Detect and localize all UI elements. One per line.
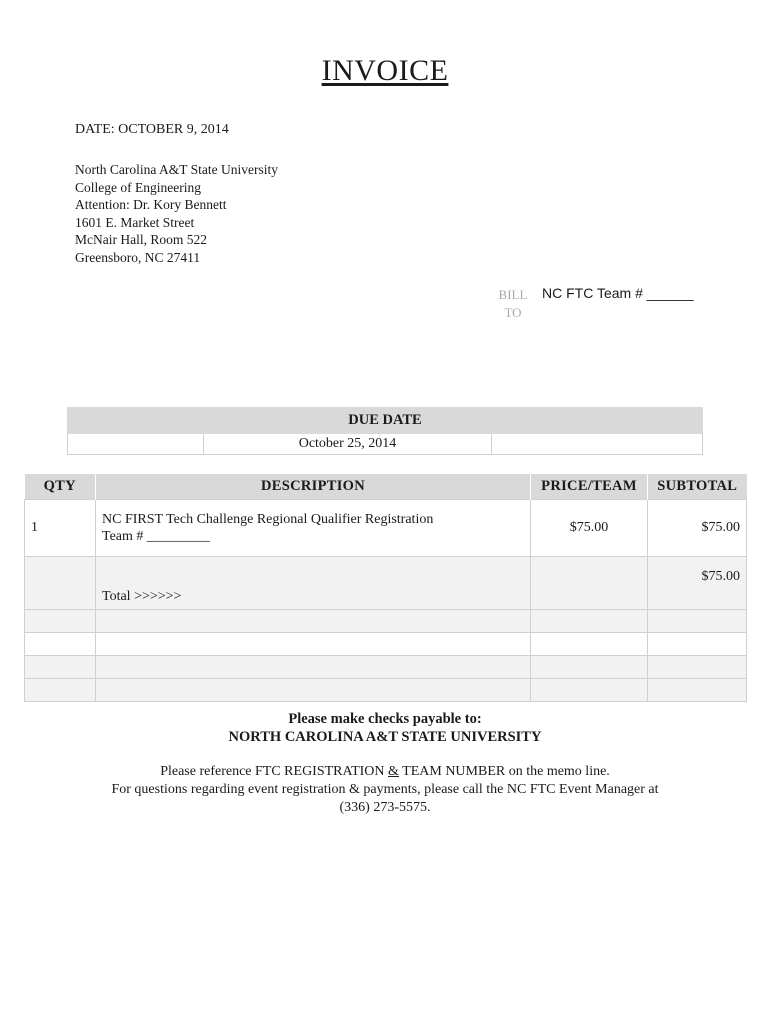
- table-cell-empty: [96, 679, 531, 702]
- invoice-title: INVOICE: [321, 54, 449, 87]
- questions-contact: For questions regarding event registration & payments, please call the NC FTC Event Manager at (336) 273-5575.: [111, 782, 659, 815]
- table-row: [25, 656, 747, 679]
- item-description: [96, 500, 531, 557]
- table-row: [25, 633, 747, 656]
- qty-header: QTY: [25, 474, 96, 500]
- item-team-field[interactable]: Team # _________: [102, 529, 210, 544]
- memo-reference-text: Please reference FTC REGISTRATION: [160, 764, 389, 779]
- bill-to-label: [494, 286, 532, 322]
- recipient-address: [75, 161, 278, 266]
- table-cell-empty: [25, 557, 96, 610]
- table-cell-empty: [25, 633, 96, 656]
- payment-instructions: [0, 710, 770, 746]
- bill-label-line1: BILL: [498, 287, 528, 302]
- description-header: DESCRIPTION: [96, 474, 531, 500]
- item-price: $75.00: [531, 500, 648, 557]
- invoice-date: DATE: OCTOBER 9, 2014: [75, 122, 229, 137]
- address-line: Greensboro, NC 27411: [75, 249, 201, 265]
- subtotal-header: SUBTOTAL: [648, 474, 747, 500]
- table-cell-empty: [531, 679, 648, 702]
- table-cell-empty: [25, 656, 96, 679]
- table-cell-empty: [96, 610, 531, 633]
- item-subtotal: $75.00: [648, 500, 747, 557]
- address-line: College of Engineering: [75, 179, 201, 195]
- total-value: $75.00: [648, 557, 747, 610]
- table-cell-empty: [25, 610, 96, 633]
- due-date-value: October 25, 2014: [204, 434, 492, 455]
- payable-to-label: Please make checks payable to:: [288, 711, 482, 727]
- table-cell-empty: [96, 656, 531, 679]
- table-cell-empty: [531, 656, 648, 679]
- table-cell-empty: [648, 656, 747, 679]
- memo-notes: [110, 763, 660, 817]
- items-table: [24, 474, 747, 702]
- table-row: [25, 610, 747, 633]
- table-row: [25, 679, 747, 702]
- table-cell-empty: [531, 633, 648, 656]
- due-date-table: [67, 407, 703, 455]
- due-date-cell-empty: [68, 434, 204, 455]
- table-cell-empty: [531, 557, 648, 610]
- payee-name: NORTH CAROLINA A&T STATE UNIVERSITY: [228, 729, 542, 745]
- bill-label-line2: TO: [504, 305, 522, 320]
- due-date-header: DUE DATE: [68, 408, 703, 434]
- memo-reference: [110, 763, 660, 781]
- total-label: Total >>>>>>: [96, 557, 531, 610]
- address-line: Attention: Dr. Kory Bennett: [75, 197, 227, 212]
- memo-reference-ampersand: &: [388, 764, 399, 779]
- due-date-cell-empty: [492, 434, 703, 455]
- total-row: [25, 557, 747, 610]
- table-row: [25, 500, 747, 557]
- table-cell-empty: [648, 610, 747, 633]
- table-cell-empty: [648, 679, 747, 702]
- address-line: 1601 E. Market Street: [75, 214, 195, 230]
- table-cell-empty: [531, 610, 648, 633]
- price-header: PRICE/TEAM: [531, 474, 648, 500]
- table-cell-empty: [96, 633, 531, 656]
- item-qty: 1: [25, 500, 96, 557]
- address-line: McNair Hall, Room 522: [75, 232, 207, 247]
- memo-reference-text: TEAM NUMBER on the memo line.: [398, 764, 610, 779]
- bill-to-team-field[interactable]: NC FTC Team # ______: [542, 285, 694, 301]
- table-cell-empty: [648, 633, 747, 656]
- address-line: North Carolina A&T State University: [75, 162, 278, 177]
- item-description-line1: NC FIRST Tech Challenge Regional Qualifier Registration: [102, 512, 434, 527]
- items-header-row: [25, 474, 747, 500]
- table-cell-empty: [25, 679, 96, 702]
